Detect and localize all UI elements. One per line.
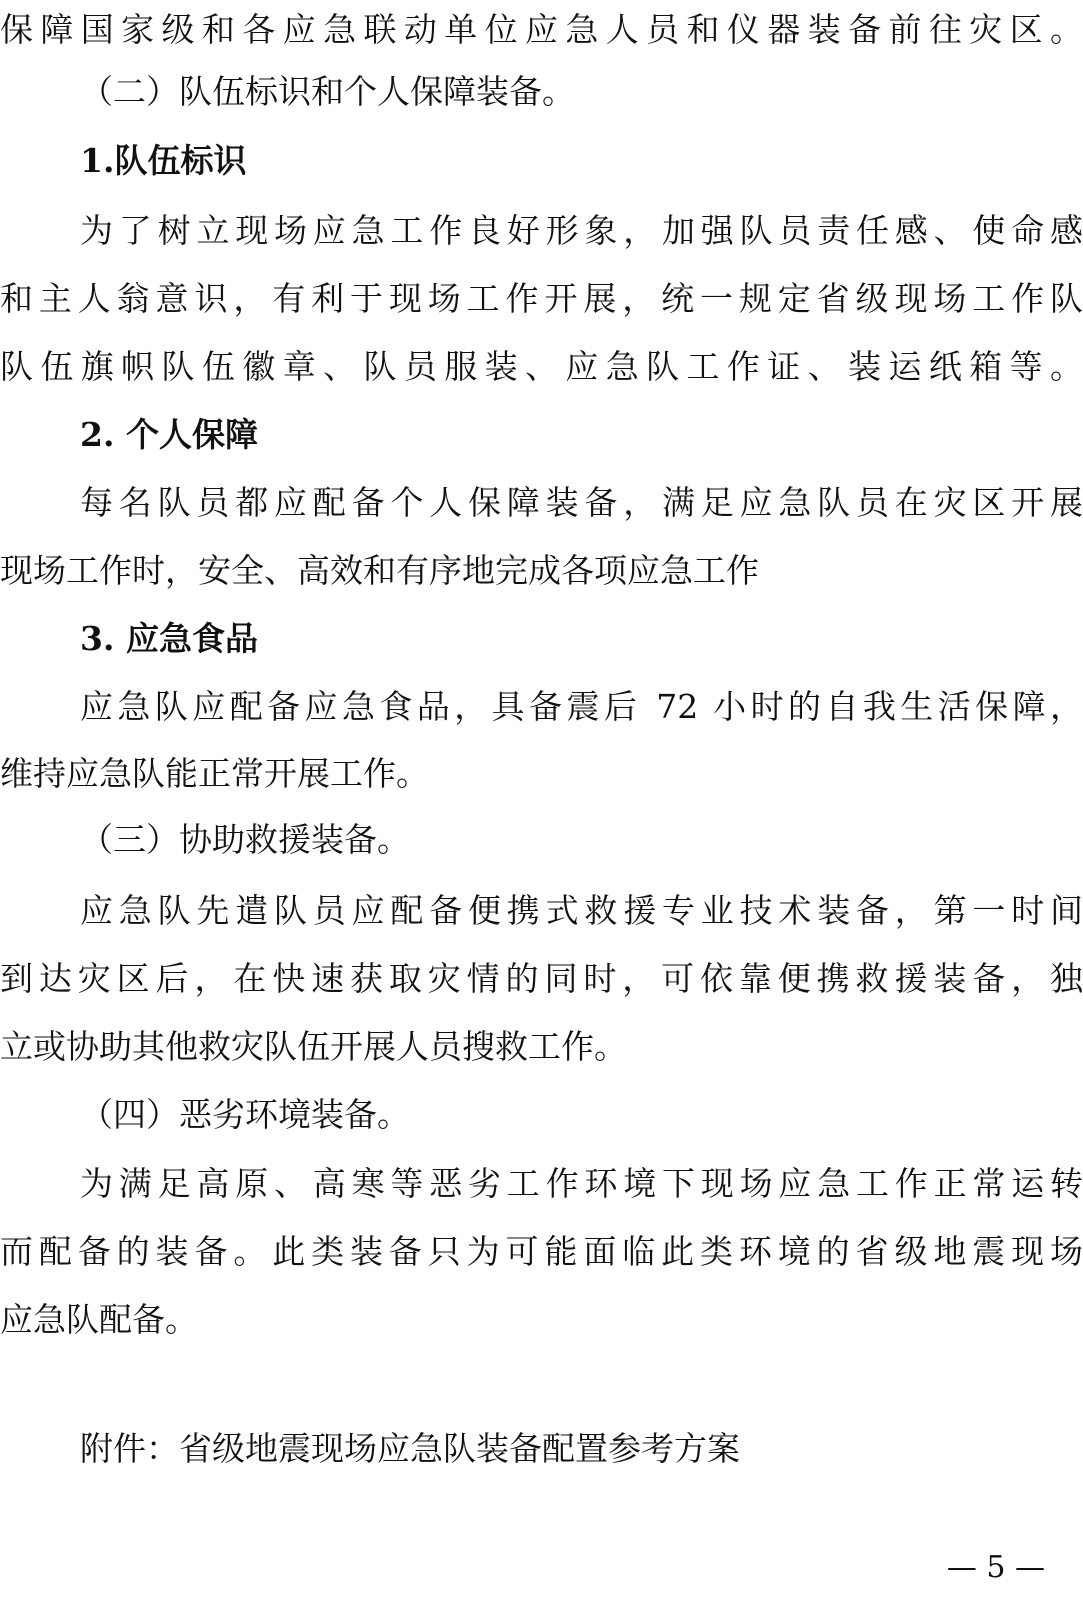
subsection-heading: 3. 应急食品 [80, 619, 258, 658]
page-number: — 5 — [946, 1550, 1045, 1585]
paragraph-line: 应急队应配备应急食品，具备震后 72 小时的自我生活保障， [80, 687, 1083, 726]
paragraph-line: 应急队配备。 [0, 1300, 198, 1339]
paragraph-line: 队伍旗帜队伍徽章、队员服装、应急队工作证、装运纸箱等。 [0, 347, 1083, 386]
paragraph-line: 到达灾区后，在快速获取灾情的同时，可依靠便携救援装备，独 [0, 959, 1083, 998]
section-heading: （三）协助救援装备。 [80, 820, 410, 859]
paragraph-line: 每名队员都应配备个人保障装备，满足应急队员在灾区开展 [80, 483, 1083, 522]
attachment-line: 附件：省级地震现场应急队装备配置参考方案 [80, 1429, 740, 1468]
paragraph-line: 维持应急队能正常开展工作。 [0, 754, 429, 793]
paragraph-line: 应急队先遣队员应配备便携式救援专业技术装备，第一时间 [80, 891, 1083, 930]
paragraph-line: 为满足高原、高寒等恶劣工作环境下现场应急工作正常运转 [80, 1164, 1083, 1203]
section-heading: （四）恶劣环境装备。 [80, 1095, 410, 1134]
paragraph-line: 立或协助其他救灾队伍开展人员搜救工作。 [0, 1027, 627, 1066]
section-heading: （二）队伍标识和个人保障装备。 [80, 72, 575, 111]
paragraph-line: 而配备的装备。此类装备只为可能面临此类环境的省级地震现场 [0, 1232, 1083, 1271]
paragraph-line: 现场工作时，安全、高效和有序地完成各项应急工作 [0, 551, 759, 590]
paragraph-line: 和主人翁意识，有利于现场工作开展，统一规定省级现场工作队 [0, 279, 1083, 318]
paragraph-line: 为了树立现场应急工作良好形象，加强队员责任感、使命感 [80, 211, 1083, 250]
subsection-heading: 2. 个人保障 [80, 415, 258, 454]
subsection-heading: 1.队伍标识 [80, 141, 247, 180]
paragraph-line: 保障国家级和各应急联动单位应急人员和仪器装备前往灾区。 [0, 10, 1083, 49]
